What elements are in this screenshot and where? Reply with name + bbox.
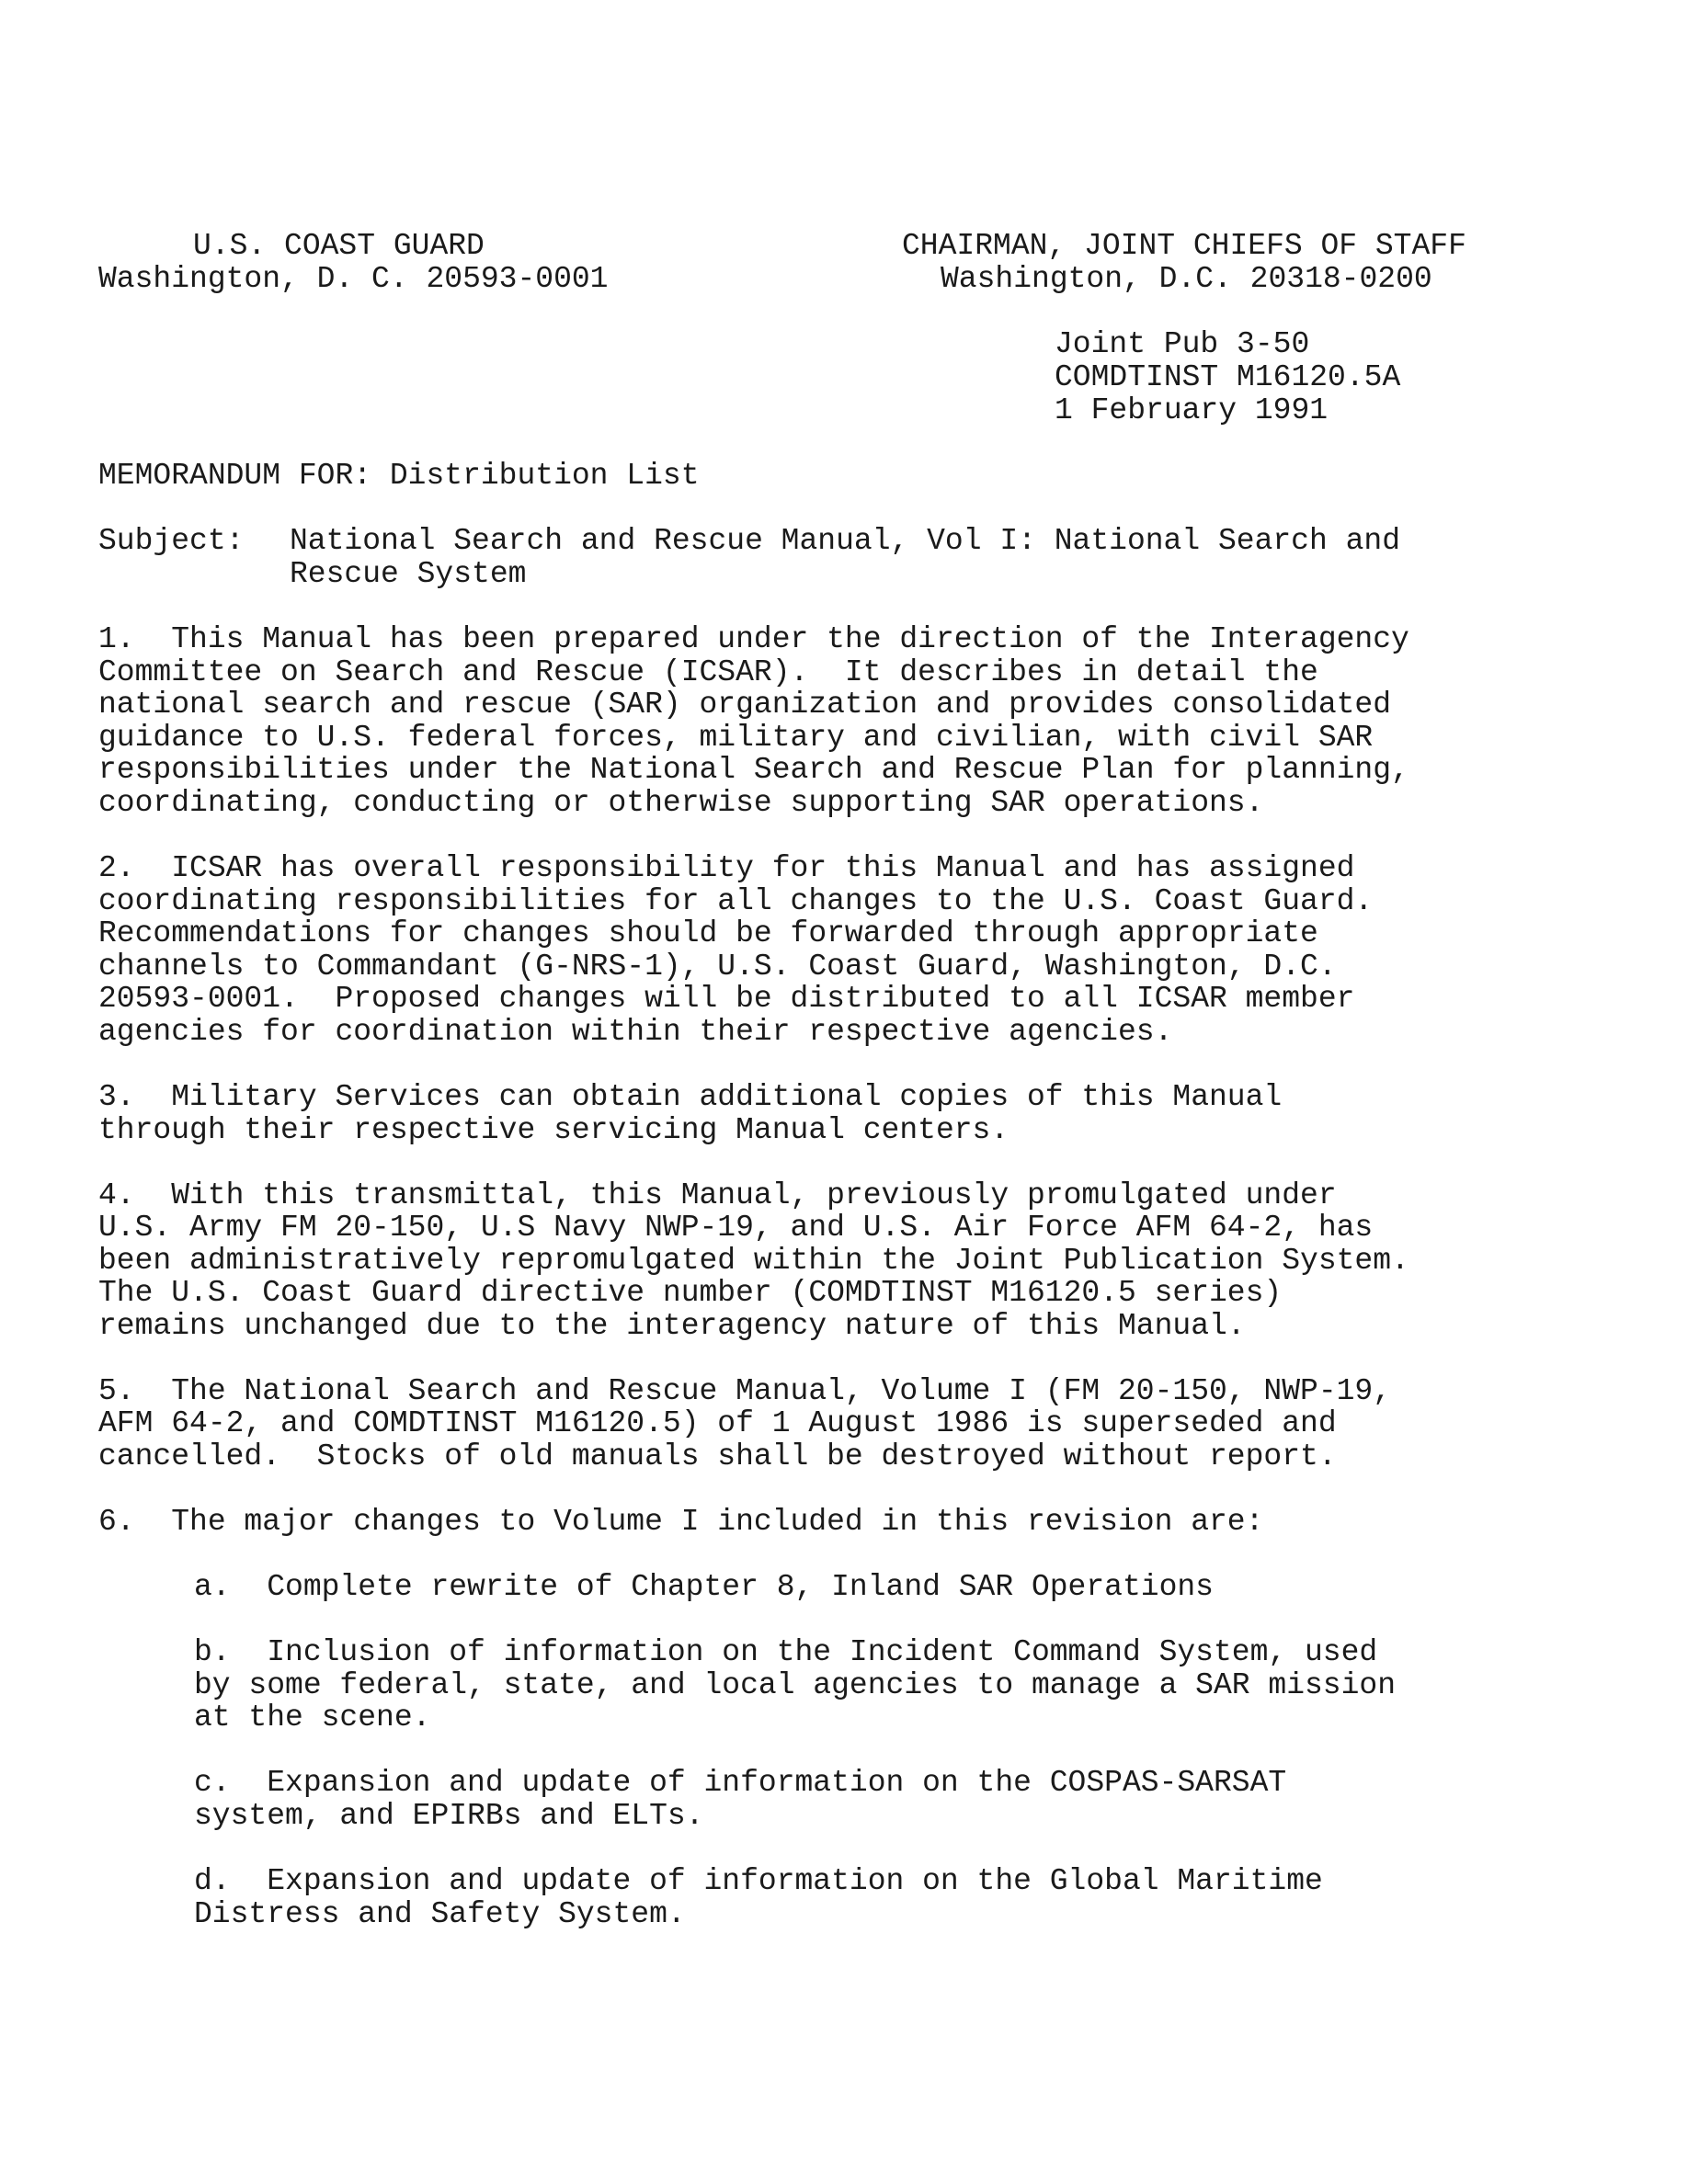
- memorandum-for: MEMORANDUM FOR: Distribution List: [98, 459, 700, 493]
- header-left-address: Washington, D. C. 20593-0001: [98, 262, 609, 296]
- sub-item-line: a. Complete rewrite of Chapter 8, Inland SAR Operations: [194, 1570, 1214, 1604]
- paragraph-line: AFM 64-2, and COMDTINST M16120.5) of 1 August 1986 is superseded and: [98, 1406, 1337, 1440]
- header-left-org: U.S. COAST GUARD: [193, 229, 485, 263]
- subject-line-1: National Search and Rescue Manual, Vol I: National Search and: [290, 524, 1400, 558]
- sub-item-line: by some federal, state, and local agencies to manage a SAR mission: [194, 1668, 1397, 1702]
- sub-item-line: d. Expansion and update of information on the Global Maritime: [194, 1864, 1323, 1898]
- paragraph-line: 5. The National Search and Rescue Manual, Volume I (FM 20-150, NWP-19,: [98, 1374, 1392, 1408]
- paragraph-line: been administratively repromulgated within the Joint Publication System.: [98, 1244, 1409, 1278]
- sub-item-line: b. Inclusion of information on the Incident Command System, used: [194, 1635, 1378, 1669]
- paragraph-line: guidance to U.S. federal forces, military and civilian, with civil SAR: [98, 721, 1374, 755]
- sub-item-line: c. Expansion and update of information on the COSPAS-SARSAT: [194, 1766, 1287, 1800]
- header-right-address: Washington, D.C. 20318-0200: [941, 262, 1432, 296]
- subject-line-2: Rescue System: [290, 557, 527, 591]
- paragraph-line: U.S. Army FM 20-150, U.S Navy NWP-19, and U.S. Air Force AFM 64-2, has: [98, 1211, 1374, 1245]
- paragraph-line: Recommendations for changes should be forwarded through appropriate: [98, 916, 1318, 950]
- sub-item-line: at the scene.: [194, 1701, 431, 1735]
- paragraph-line: national search and rescue (SAR) organization and provides consolidated: [98, 688, 1392, 722]
- paragraph-line: responsibilities under the National Search and Rescue Plan for planning,: [98, 753, 1409, 787]
- paragraph-line: The U.S. Coast Guard directive number (COMDTINST M16120.5 series): [98, 1276, 1283, 1310]
- paragraph-line: cancelled. Stocks of old manuals shall be destroyed without report.: [98, 1439, 1337, 1473]
- subject-label: Subject:: [98, 524, 245, 558]
- paragraph-line: 1. This Manual has been prepared under the direction of the Interagency: [98, 622, 1409, 656]
- paragraph-line: 2. ICSAR has overall responsibility for this Manual and has assigned: [98, 851, 1355, 885]
- paragraph-line: remains unchanged due to the interagency nature of this Manual.: [98, 1309, 1246, 1343]
- comdtinst-number: COMDTINST M16120.5A: [1055, 360, 1401, 394]
- paragraph-line: 6. The major changes to Volume I included in this revision are:: [98, 1505, 1264, 1539]
- paragraph-line: coordinating, conducting or otherwise supporting SAR operations.: [98, 786, 1264, 820]
- paragraph-line: through their respective servicing Manual centers.: [98, 1113, 1009, 1147]
- paragraph-line: agencies for coordination within their respective agencies.: [98, 1015, 1173, 1049]
- paragraph-line: channels to Commandant (G-NRS-1), U.S. Coast Guard, Washington, D.C.: [98, 950, 1337, 984]
- header-right-org: CHAIRMAN, JOINT CHIEFS OF STAFF: [902, 229, 1466, 263]
- paragraph-line: coordinating responsibilities for all changes to the U.S. Coast Guard.: [98, 884, 1374, 918]
- joint-pub-number: Joint Pub 3-50: [1055, 327, 1310, 361]
- paragraph-line: 20593-0001. Proposed changes will be distributed to all ICSAR member: [98, 982, 1355, 1016]
- paragraph-line: 4. With this transmittal, this Manual, previously promulgated under: [98, 1178, 1337, 1212]
- document-date: 1 February 1991: [1055, 393, 1329, 427]
- paragraph-line: Committee on Search and Rescue (ICSAR). It describes in detail the: [98, 655, 1318, 689]
- paragraph-line: 3. Military Services can obtain additional copies of this Manual: [98, 1080, 1283, 1114]
- sub-item-line: Distress and Safety System.: [194, 1897, 686, 1931]
- sub-item-line: system, and EPIRBs and ELTs.: [194, 1799, 704, 1833]
